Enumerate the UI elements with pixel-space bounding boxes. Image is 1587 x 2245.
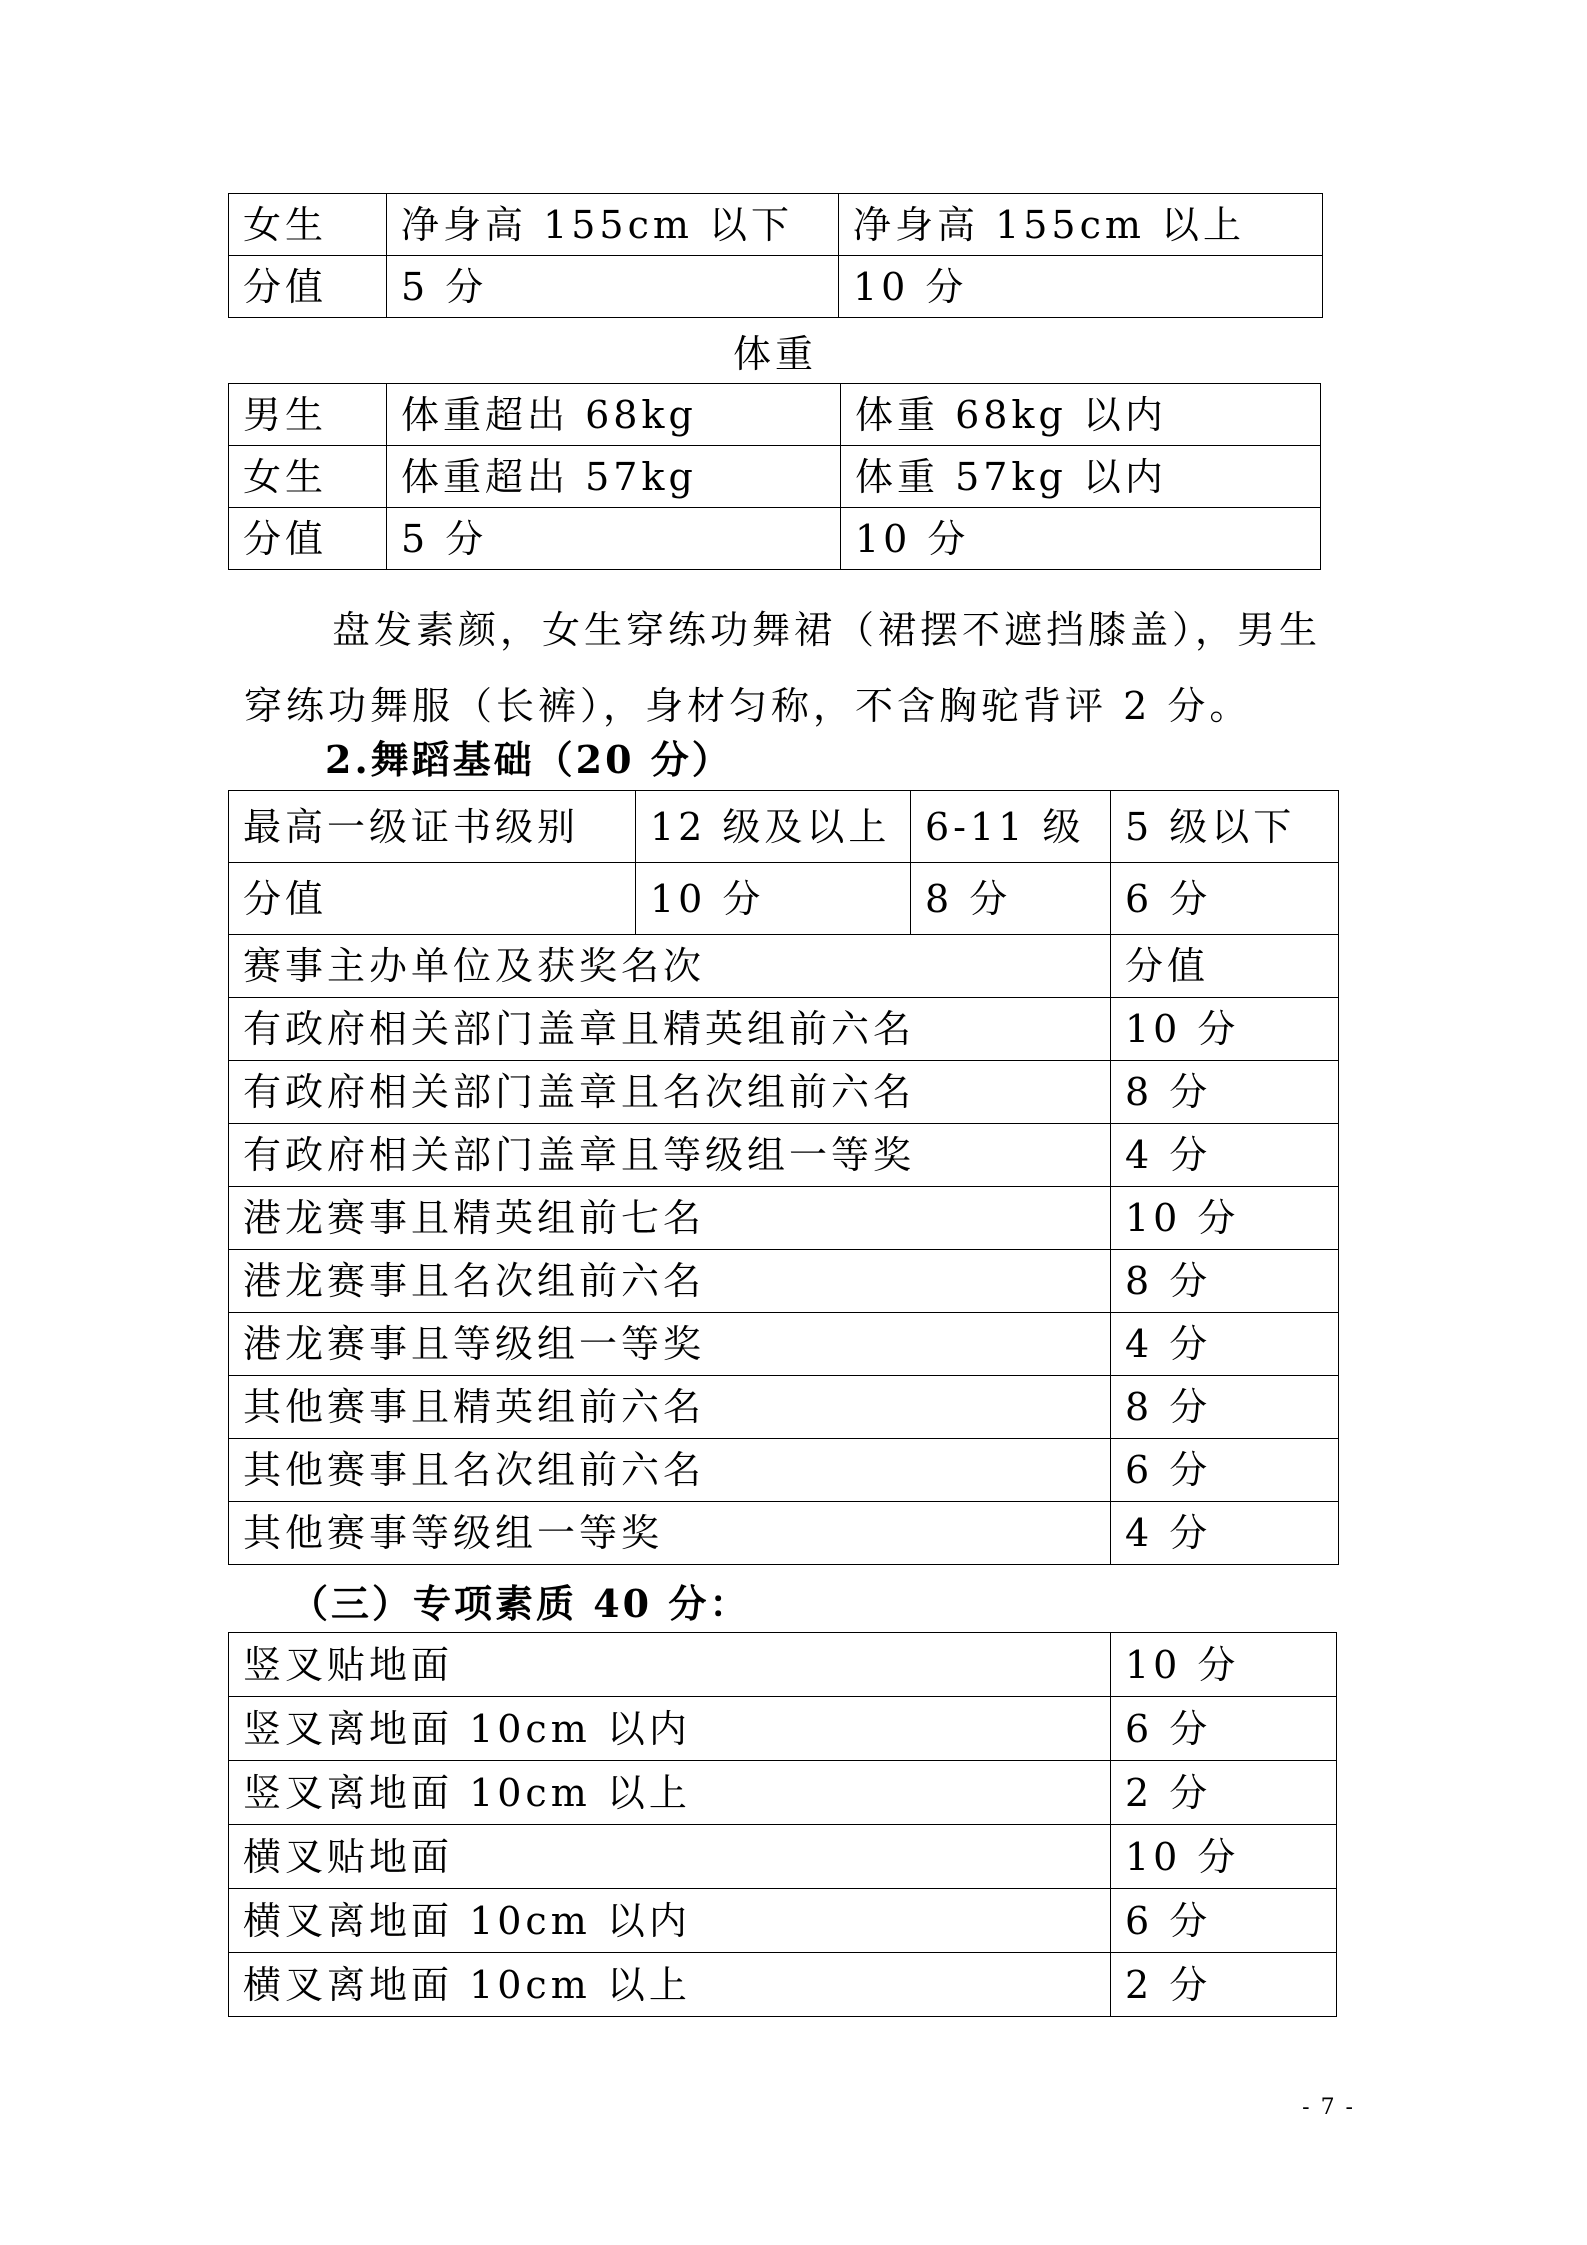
table-cell: 横叉离地面 10cm 以上 <box>229 1953 1111 2017</box>
table-cell: 分值 <box>229 508 387 570</box>
table-cell: 女生 <box>229 446 387 508</box>
table-row <box>229 1633 1337 1697</box>
table-row <box>229 1124 1339 1187</box>
table-cell: 有政府相关部门盖章且精英组前六名 <box>229 998 1111 1061</box>
table-cell: 最高一级证书级别 <box>229 791 636 863</box>
table-cell: 4 分 <box>1111 1502 1339 1565</box>
table-row <box>229 1761 1337 1825</box>
table-cell: 其他赛事且名次组前六名 <box>229 1439 1111 1502</box>
table-cell: 女生 <box>229 194 387 256</box>
table-row <box>229 1061 1339 1124</box>
table-cell: 10 分 <box>1111 1825 1337 1889</box>
table-cell: 赛事主办单位及获奖名次 <box>229 935 1111 998</box>
table-cell: 10 分 <box>839 256 1323 318</box>
table-cell: 体重超出 68kg <box>387 384 841 446</box>
table-cell: 竖叉贴地面 <box>229 1633 1111 1697</box>
table-cell: 6 分 <box>1111 863 1339 935</box>
table-row <box>229 256 1323 318</box>
table-row <box>229 1697 1337 1761</box>
table-cell: 8 分 <box>1111 1061 1339 1124</box>
paragraph-line: 盘发素颜，女生穿练功舞裙（裙摆不遮挡膝盖），男生 <box>332 608 1322 652</box>
page-number: - 7 - <box>1302 2095 1355 2120</box>
table-cell: 10 分 <box>841 508 1321 570</box>
table-cell: 体重 57kg 以内 <box>841 446 1321 508</box>
table-cell: 港龙赛事且精英组前七名 <box>229 1187 1111 1250</box>
table-row <box>229 1439 1339 1502</box>
table-cell: 净身高 155cm 以下 <box>387 194 839 256</box>
weight-table <box>228 383 1321 570</box>
table-cell: 横叉离地面 10cm 以内 <box>229 1889 1111 1953</box>
table-cell: 分值 <box>229 863 636 935</box>
table-cell: 体重超出 57kg <box>387 446 841 508</box>
table-cell: 净身高 155cm 以上 <box>839 194 1323 256</box>
table-cell: 其他赛事等级组一等奖 <box>229 1502 1111 1565</box>
table-cell: 竖叉离地面 10cm 以内 <box>229 1697 1111 1761</box>
table-cell: 2 分 <box>1111 1761 1337 1825</box>
table-cell: 有政府相关部门盖章且等级组一等奖 <box>229 1124 1111 1187</box>
table-row <box>229 1250 1339 1313</box>
table-row <box>229 384 1321 446</box>
table-cell: 12 级及以上 <box>636 791 911 863</box>
table-cell: 6 分 <box>1111 1889 1337 1953</box>
table-cell: 横叉贴地面 <box>229 1825 1111 1889</box>
table-cell: 6 分 <box>1111 1439 1339 1502</box>
section-heading: 2.舞蹈基础（20 分） <box>325 737 733 782</box>
table-cell: 8 分 <box>1111 1376 1339 1439</box>
table-row <box>229 863 1339 935</box>
table-cell: 有政府相关部门盖章且名次组前六名 <box>229 1061 1111 1124</box>
table-cell: 8 分 <box>911 863 1111 935</box>
table-cell: 6-11 级 <box>911 791 1111 863</box>
table-cell: 分值 <box>1111 935 1339 998</box>
paragraph-line: 穿练功舞服（长裤），身材匀称，不含胸驼背评 2 分。 <box>244 684 1252 728</box>
table-row <box>229 194 1323 256</box>
table-row <box>229 791 1339 863</box>
table-cell: 2 分 <box>1111 1953 1337 2017</box>
table-row <box>229 508 1321 570</box>
competition-table <box>228 934 1339 1565</box>
table-cell: 港龙赛事且等级组一等奖 <box>229 1313 1111 1376</box>
appearance-paragraph <box>244 592 1364 744</box>
table-cell: 10 分 <box>1111 1633 1337 1697</box>
table-cell: 分值 <box>229 256 387 318</box>
weight-caption: 体重 <box>732 332 817 376</box>
table-row <box>229 998 1339 1061</box>
section-heading: （三）专项素质 40 分： <box>290 1581 751 1626</box>
table-cell: 5 分 <box>387 508 841 570</box>
table-row <box>229 1825 1337 1889</box>
height-table <box>228 193 1323 318</box>
table-row <box>229 1953 1337 2017</box>
table-cell: 其他赛事且精英组前六名 <box>229 1376 1111 1439</box>
table-cell: 竖叉离地面 10cm 以上 <box>229 1761 1111 1825</box>
table-cell: 5 级以下 <box>1111 791 1339 863</box>
table-cell: 6 分 <box>1111 1697 1337 1761</box>
table-row <box>229 935 1339 998</box>
table-row <box>229 1313 1339 1376</box>
table-row <box>229 1187 1339 1250</box>
table-cell: 8 分 <box>1111 1250 1339 1313</box>
table-cell: 10 分 <box>636 863 911 935</box>
table-cell: 4 分 <box>1111 1124 1339 1187</box>
table-row <box>229 1376 1339 1439</box>
table-row <box>229 1889 1337 1953</box>
table-row <box>229 446 1321 508</box>
split-table <box>228 1632 1337 2017</box>
table-cell: 体重 68kg 以内 <box>841 384 1321 446</box>
certificate-table <box>228 790 1339 935</box>
table-cell: 5 分 <box>387 256 839 318</box>
table-row <box>229 1502 1339 1565</box>
table-cell: 港龙赛事且名次组前六名 <box>229 1250 1111 1313</box>
table-cell: 男生 <box>229 384 387 446</box>
table-cell: 4 分 <box>1111 1313 1339 1376</box>
table-cell: 10 分 <box>1111 1187 1339 1250</box>
table-cell: 10 分 <box>1111 998 1339 1061</box>
